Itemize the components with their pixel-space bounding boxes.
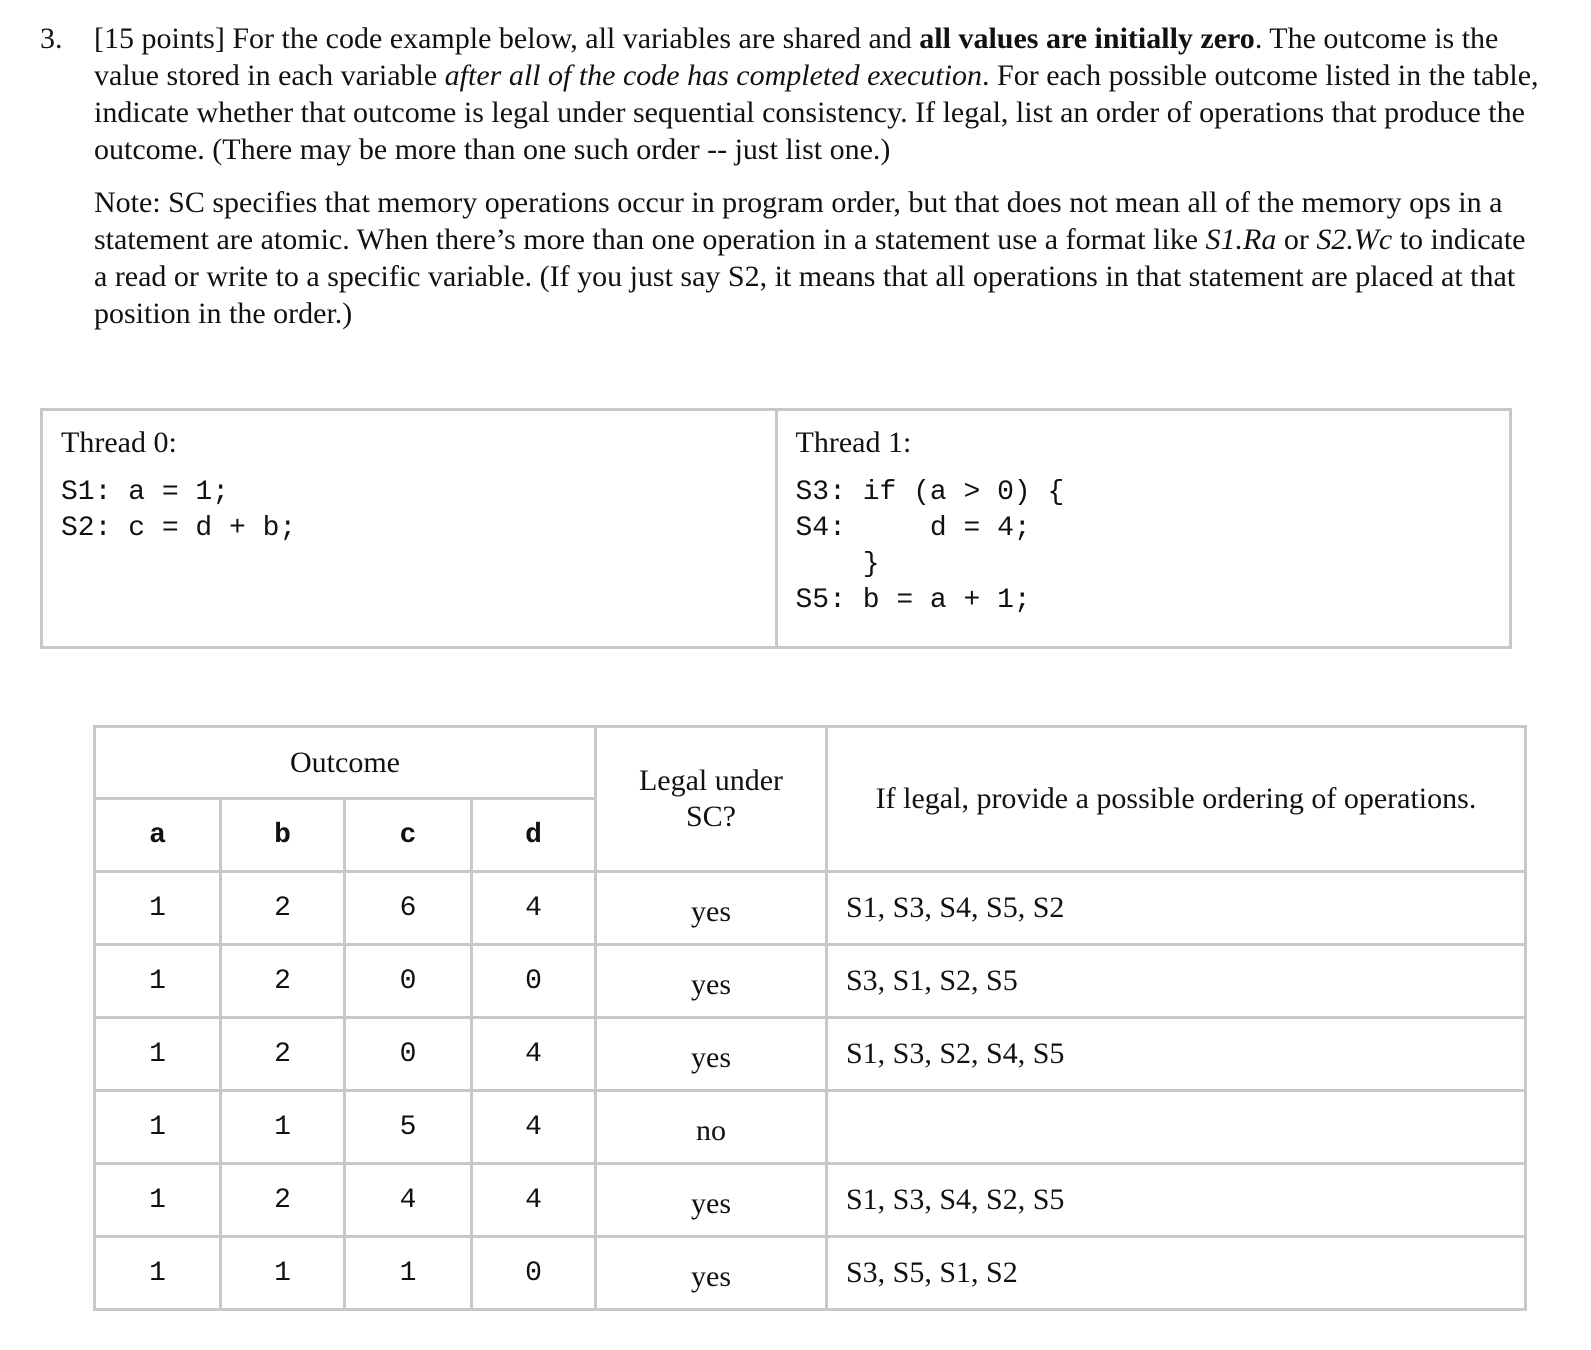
question-text: [40, 20, 1540, 168]
cell-d: 4: [472, 1091, 596, 1164]
cell-legal: yes: [596, 945, 827, 1018]
table-row: [95, 1018, 1526, 1091]
code-line: S5: b = a + 1;: [795, 585, 1031, 616]
thread-1-cell: [775, 411, 1510, 646]
cell-d: 0: [472, 1237, 596, 1310]
cell-order: S3, S5, S1, S2: [827, 1237, 1526, 1310]
cell-c: 1: [345, 1237, 472, 1310]
cell-d: 4: [472, 872, 596, 945]
code-table: [40, 408, 1512, 649]
note-text-2: or: [1276, 223, 1317, 256]
question-bold-initial-zero: all values are initially zero: [919, 22, 1255, 55]
cell-d: 4: [472, 1164, 596, 1237]
var-header-d: d: [472, 799, 596, 872]
note-text-3: to indicate a read or write to a specific variable. (If you just say S2, it means that all operations in that statement are placed at that position in the order.): [94, 223, 1526, 330]
thread-1-code: [796, 475, 1492, 619]
cell-legal: yes: [596, 1237, 827, 1310]
cell-legal: no: [596, 1091, 827, 1164]
cell-b: 2: [221, 872, 345, 945]
cell-legal: yes: [596, 872, 827, 945]
table-row: [95, 1164, 1526, 1237]
note-example-write: S2.Wc: [1316, 223, 1393, 256]
question-italic-after-execution: after all of the code has completed execution: [444, 59, 983, 92]
code-line: S1: a = 1;: [61, 477, 230, 508]
cell-order: [827, 1091, 1526, 1164]
cell-b: 2: [221, 1018, 345, 1091]
cell-b: 2: [221, 945, 345, 1018]
question-text-3: . For each possible outcome listed in the table, indicate whether that outcome is legal under sequential consistency. If legal, list an order of operations that produce the outcome. (There may be more than one such order -- just list one.): [94, 59, 1539, 166]
thread-1-title: Thread 1:: [795, 426, 912, 459]
cell-a: 1: [95, 1091, 221, 1164]
cell-a: 1: [95, 945, 221, 1018]
cell-c: 6: [345, 872, 472, 945]
note-example-read: S1.Ra: [1205, 223, 1277, 256]
var-header-a: a: [95, 799, 221, 872]
legal-header-text: Legal under SC?: [638, 764, 784, 833]
cell-legal: yes: [596, 1164, 827, 1237]
cell-c: 5: [345, 1091, 472, 1164]
thread-0-code: [61, 475, 757, 547]
question-body: [94, 20, 1540, 168]
cell-c: 0: [345, 945, 472, 1018]
table-row: [95, 1237, 1526, 1310]
cell-c: 0: [345, 1018, 472, 1091]
order-header: If legal, provide a possible ordering of operations.: [827, 727, 1526, 872]
cell-legal: yes: [596, 1018, 827, 1091]
cell-a: 1: [95, 1237, 221, 1310]
thread-0-cell: [43, 411, 775, 646]
question-points: [15 points]: [94, 22, 225, 55]
cell-d: 0: [472, 945, 596, 1018]
cell-a: 1: [95, 1164, 221, 1237]
cell-order: S1, S3, S2, S4, S5: [827, 1018, 1526, 1091]
code-line: }: [795, 549, 880, 580]
cell-d: 4: [472, 1018, 596, 1091]
outcome-table: [93, 725, 1527, 1311]
outcome-rows: [95, 872, 1526, 1310]
question-text-2: . The outcome is the value stored in each variable: [94, 22, 1499, 92]
code-line: S3: if (a > 0) {: [795, 477, 1065, 508]
cell-b: 1: [221, 1237, 345, 1310]
question-text-1: For the code example below, all variables are shared and: [224, 22, 920, 55]
table-row: [95, 1091, 1526, 1164]
cell-b: 2: [221, 1164, 345, 1237]
cell-c: 4: [345, 1164, 472, 1237]
question-number: 3.: [40, 22, 63, 55]
legal-header: [596, 727, 827, 872]
var-header-b: b: [221, 799, 345, 872]
cell-order: S3, S1, S2, S5: [827, 945, 1526, 1018]
outcome-header: Outcome: [95, 727, 596, 799]
thread-0-title: Thread 0:: [61, 426, 177, 459]
table-row: [95, 872, 1526, 945]
cell-a: 1: [95, 1018, 221, 1091]
cell-a: 1: [95, 872, 221, 945]
note-paragraph: [94, 184, 1534, 332]
cell-order: S1, S3, S4, S2, S5: [827, 1164, 1526, 1237]
table-row: [95, 945, 1526, 1018]
cell-b: 1: [221, 1091, 345, 1164]
cell-order: S1, S3, S4, S5, S2: [827, 872, 1526, 945]
note-text-1: Note: SC specifies that memory operations occur in program order, but that does not mean all of the memory ops in a statement are atomic. When there’s more than one operation in a statement use a format like: [94, 186, 1503, 256]
code-line: S2: c = d + b;: [61, 513, 297, 544]
var-header-c: c: [345, 799, 472, 872]
code-line: S4: d = 4;: [795, 513, 1031, 544]
